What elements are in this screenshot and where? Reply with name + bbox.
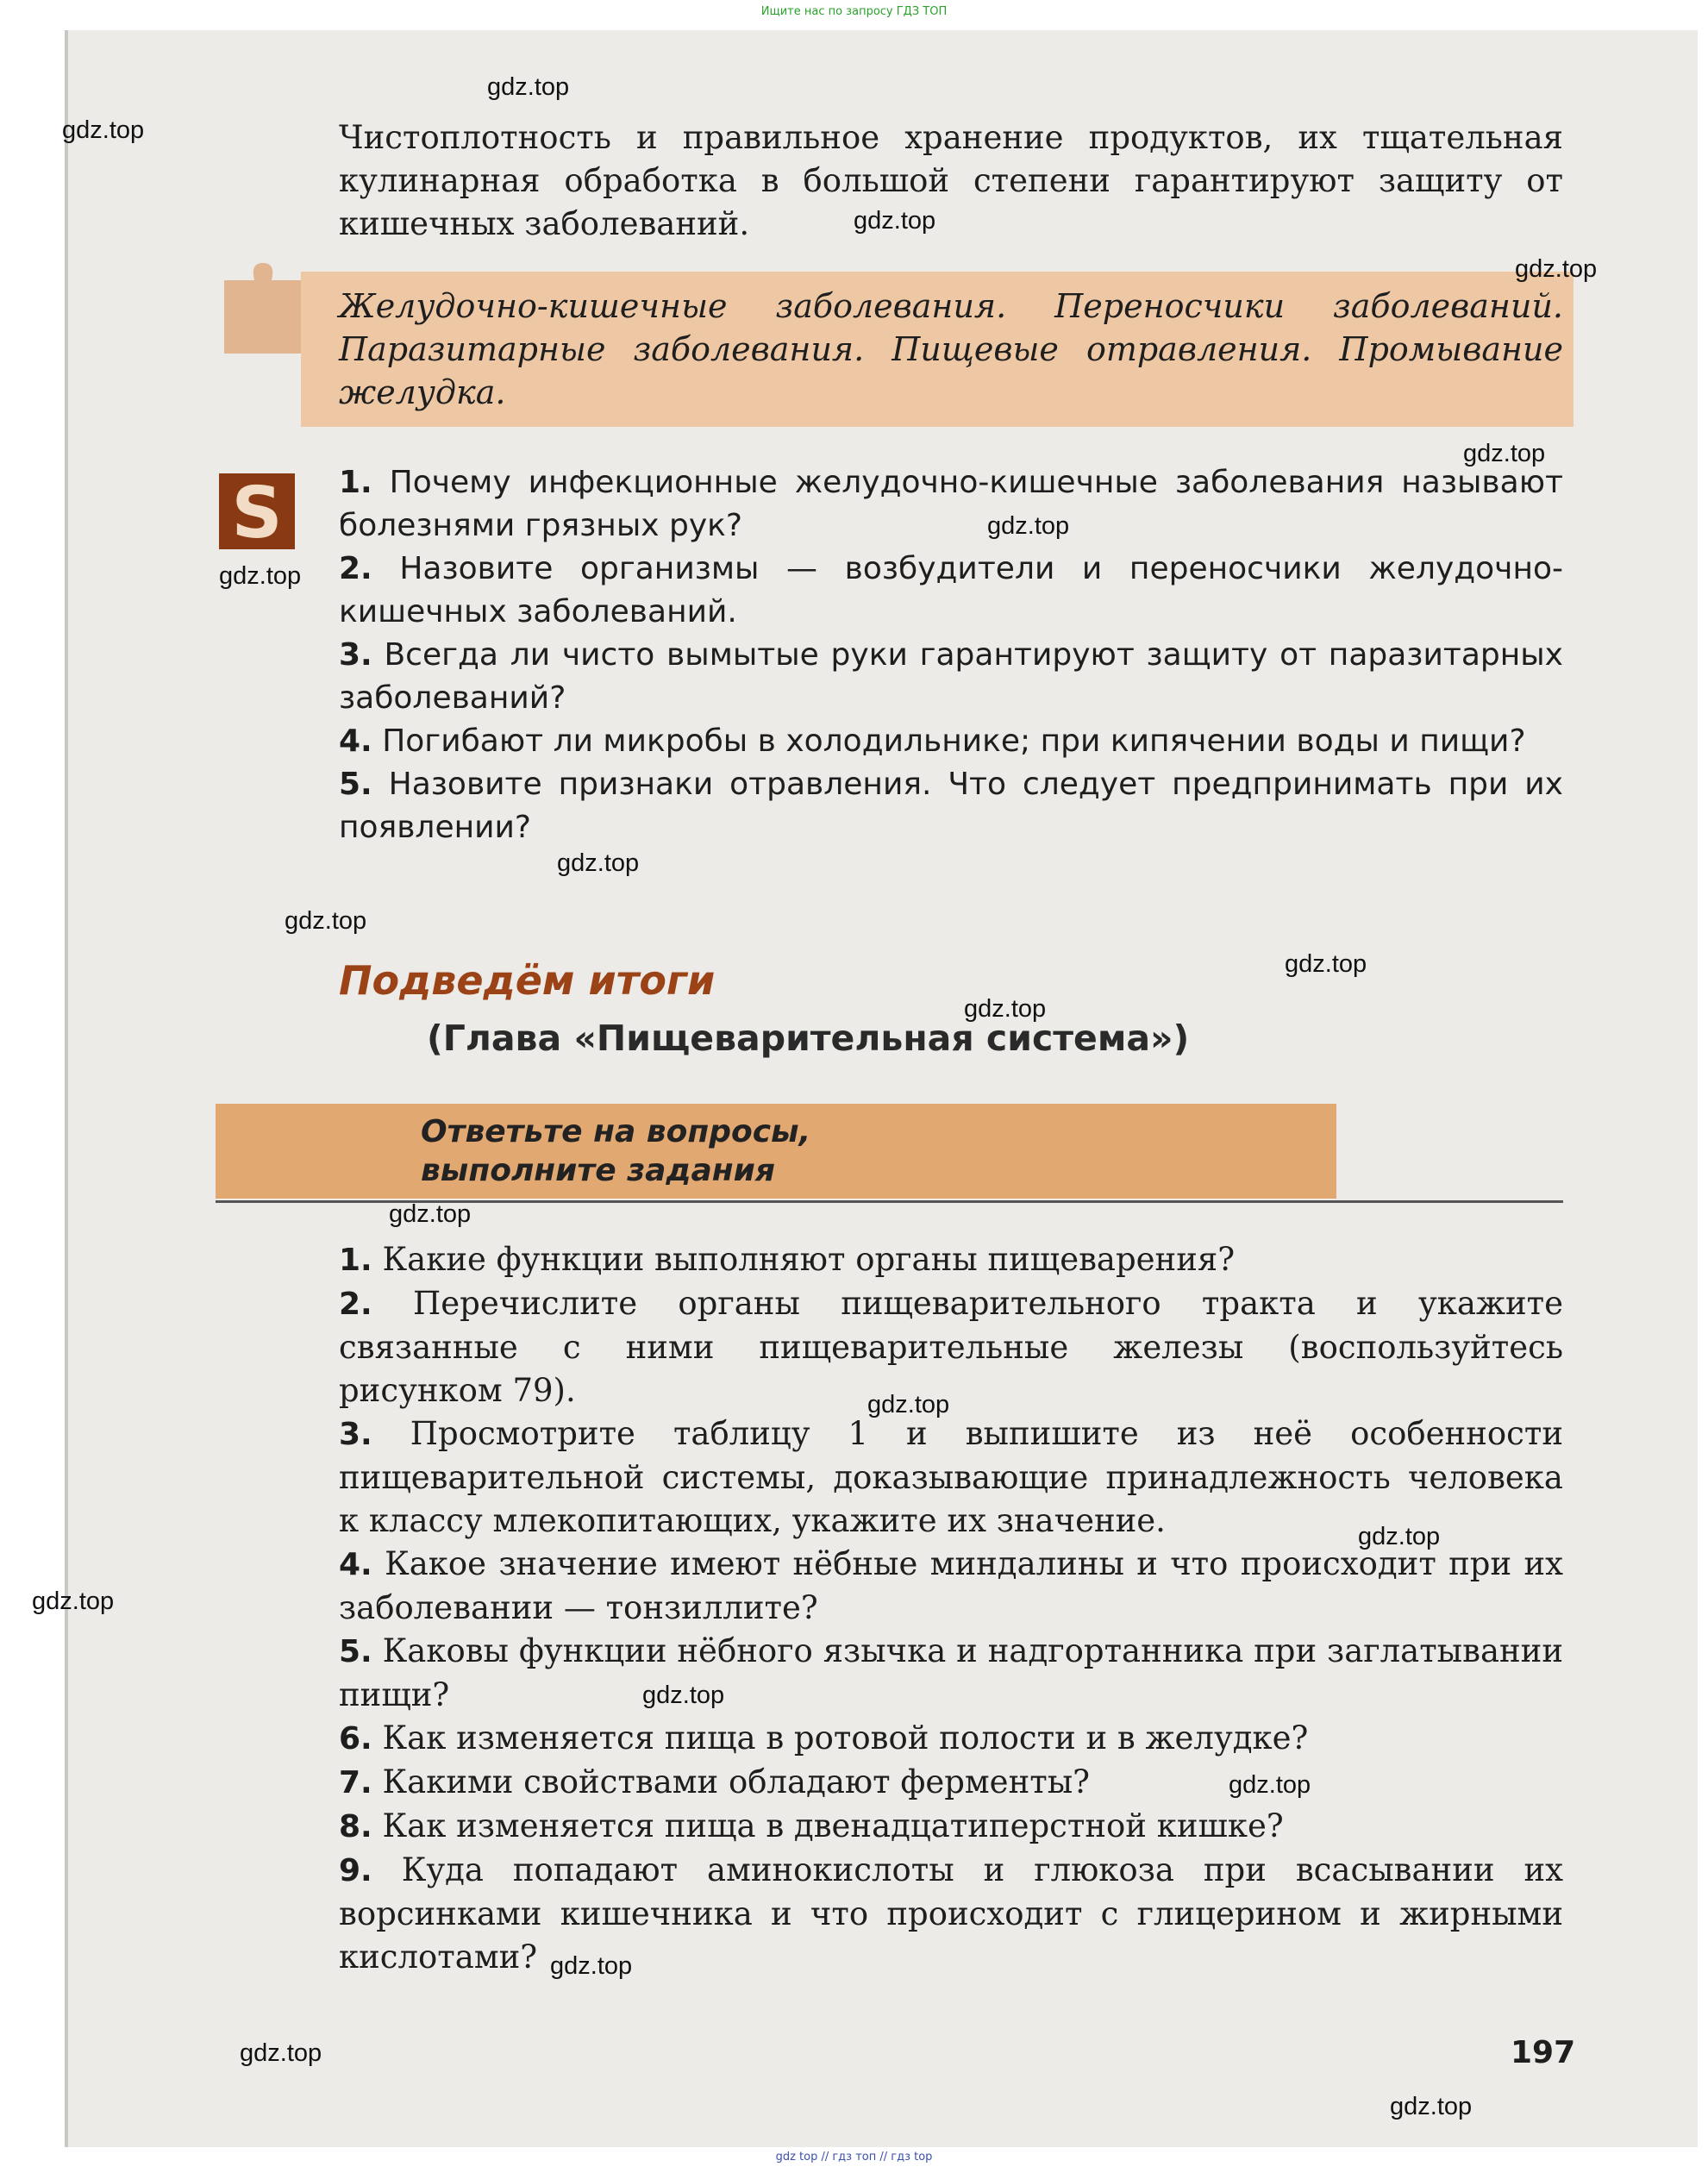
top-banner: Ищите нас по запросу ГДЗ ТОП <box>760 5 948 18</box>
review-question-5: 5. Каковы функции нёбного язычка и надгортанника при заглатывании пищи? <box>339 1632 1563 1713</box>
watermark: gdz.top <box>240 2039 322 2067</box>
watermark: gdz.top <box>285 907 367 935</box>
review-question-2: 2. Перечислите органы пищеварительного тракта и укажите связанные с ними пищеварительные железы (воспользуйтесь рисунком 79). <box>339 1285 1564 1409</box>
section-questions <box>339 461 1563 849</box>
summary-title: Подведём итоги <box>339 957 716 1004</box>
review-question-3: 3. Просмотрите таблицу 1 и выпишите из неё особенности пищеварительной системы, доказывающие принадлежность человека к классу млекопитающих, укажите их значение. <box>339 1415 1563 1539</box>
watermark: gdz.top <box>987 512 1070 540</box>
watermark: gdz.top <box>1463 440 1546 467</box>
watermark: gdz.top <box>1358 1523 1441 1550</box>
watermark: gdz.top <box>389 1200 472 1228</box>
question-5: 5. Назовите признаки отравления. Что следует предпринимать при их появлении? <box>339 767 1563 845</box>
watermark: gdz.top <box>557 849 640 877</box>
watermark: gdz.top <box>1285 950 1367 978</box>
watermark: gdz.top <box>219 562 302 590</box>
task-label: Ответьте на вопросы, выполните задания <box>421 1114 811 1188</box>
svg-text:S: S <box>231 473 283 553</box>
review-question-1: 1. Какие функции выполняют органы пищеварения? <box>339 1241 1236 1278</box>
bottom-banner: gdz top // гдз топ // гдз top <box>775 2151 933 2164</box>
watermark: gdz.top <box>62 116 145 144</box>
watermark: gdz.top <box>964 995 1047 1023</box>
review-question-4: 4. Какое значение имеют нёбные миндалины и что происходит при их заболевании — тонзиллите? <box>339 1545 1563 1626</box>
review-questions <box>339 1238 1563 1979</box>
key-terms: Желудочно-кишечные заболевания. Переносчики заболеваний. Паразитарные заболевания. Пищевые отравления. Промывание желудка. <box>339 287 1563 411</box>
question-2: 2. Назовите организмы — возбудители и переносчики желудочно-кишечных заболеваний. <box>339 551 1563 629</box>
question-3: 3. Всегда ли чисто вымытые руки гарантируют защиту от паразитарных заболеваний? <box>339 637 1563 716</box>
review-question-9: 9. Куда попадают аминокислоты и глюкоза при всасывании их ворсинками кишечника и что происходит с глицерином и жирными кислотами? <box>339 1851 1563 1976</box>
question-4: 4. Погибают ли микробы в холодильнике; при кипячении воды и пищи? <box>339 723 1526 759</box>
watermark: gdz.top <box>32 1587 115 1615</box>
review-question-6: 6. Как изменяется пища в ротовой полости и в желудке? <box>339 1719 1309 1757</box>
watermark: gdz.top <box>1229 1771 1311 1799</box>
review-question-7: 7. Какими свойствами обладают ферменты? <box>339 1763 1090 1800</box>
page-number: 197 <box>1511 2035 1576 2070</box>
watermark: gdz.top <box>487 73 570 101</box>
watermark: gdz.top <box>867 1391 950 1418</box>
watermark: gdz.top <box>642 1681 725 1709</box>
question-1: 1. Почему инфекционные желудочно-кишечные заболевания называют болезнями грязных рук? <box>339 465 1563 543</box>
watermark: gdz.top <box>1390 2093 1473 2120</box>
watermark: gdz.top <box>550 1952 633 1980</box>
review-question-8: 8. Как изменяется пища в двенадцатиперстной кишке? <box>339 1807 1284 1844</box>
summary-subtitle: (Глава «Пищеварительная система») <box>427 1018 1190 1059</box>
watermark: gdz.top <box>1515 255 1598 283</box>
dollar-sign-puzzle-icon <box>216 470 298 553</box>
intro-paragraph: Чистоплотность и правильное хранение продуктов, их тщательная кулинарная обработка в большой степени гарантируют защиту от кишечных заболеваний. <box>339 119 1563 242</box>
watermark: gdz.top <box>854 207 936 235</box>
